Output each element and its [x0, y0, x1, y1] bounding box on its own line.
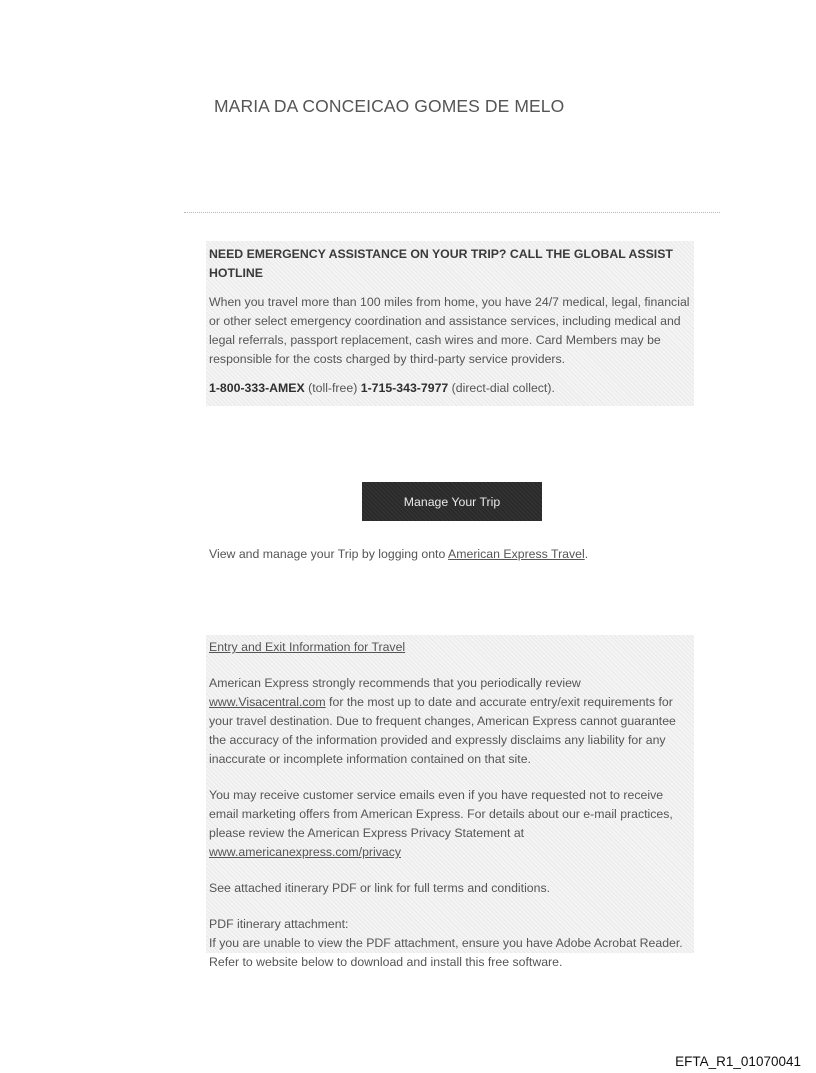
visacentral-link[interactable]: www.Visacentral.com [209, 695, 326, 709]
entry-exit-info-link[interactable]: Entry and Exit Information for Travel [209, 640, 406, 654]
manage-button-label: Manage Your Trip [403, 494, 501, 509]
visacentral-paragraph [209, 674, 694, 769]
manage-text-lead: View and manage your Trip by logging onto [209, 547, 449, 561]
direct-dial-note: (direct-dial collect). [451, 381, 555, 395]
section-divider [184, 212, 720, 213]
hotline-numbers [209, 379, 694, 398]
privacy-paragraph [209, 786, 694, 862]
privacy-link[interactable]: www.americanexpress.com/privacy [209, 845, 402, 859]
emergency-description: When you travel more than 100 miles from home, you have 24/7 medical, legal, financial or other select emergency coordination and assistance services, including medical and legal referrals, passport replacement, cash wires and more. Card Members may be responsible for the costs charged by third-party service providers. [209, 295, 690, 366]
terms-paragraph: See attached itinerary PDF or link for full terms and conditions. [209, 881, 551, 895]
direct-dial-number[interactable]: 1-715-343-7977 [360, 381, 449, 395]
entry-heading-row [209, 638, 694, 657]
manage-your-trip-button[interactable] [362, 482, 542, 521]
american-express-travel-link[interactable]: American Express Travel [448, 547, 585, 561]
visacentral-text-lead: American Express strongly recommends that you periodically review [209, 676, 581, 690]
pdf-attachment-title: PDF itinerary attachment: [209, 917, 349, 931]
manage-text-end: . [584, 547, 589, 561]
manage-trip-text [209, 545, 588, 564]
pdf-attachment-text: If you are unable to view the PDF attachment, ensure you have Adobe Acrobat Reader. Refer to website below to download and install this free software. [209, 936, 683, 969]
entry-exit-info-panel [206, 635, 694, 969]
tollfree-note: (toll-free) [308, 381, 358, 395]
tollfree-number[interactable]: 1-800-333-AMEX [209, 381, 305, 395]
document-id: EFTA_R1_01070041 [675, 1054, 801, 1069]
emergency-heading: NEED EMERGENCY ASSISTANCE ON YOUR TRIP? CALL THE GLOBAL ASSIST HOTLINE [209, 247, 673, 280]
privacy-text: You may receive customer service emails even if you have requested not to receive email marketing offers from American Express. For details about our e-mail practices, please review the American Express Privacy Statement at [209, 788, 673, 840]
visacentral-text-rest: for the most up to date and accurate entry/exit requirements for your travel destination. Due to frequent changes, American Express cannot guarantee the accuracy of the information provided and expressly disclaims any liability for any inaccurate or incomplete information contained on that site. [209, 695, 676, 766]
traveler-name: MARIA DA CONCEICAO GOMES DE MELO [214, 96, 565, 116]
emergency-assistance-panel [206, 241, 694, 406]
